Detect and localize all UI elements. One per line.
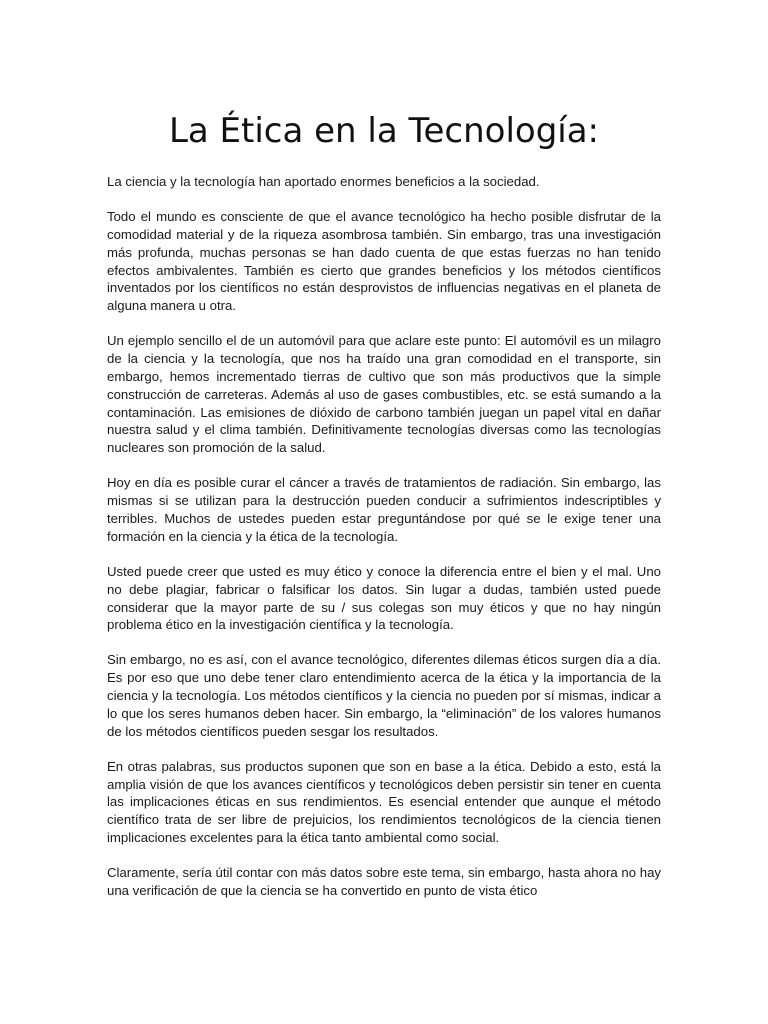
paragraph-8: Claramente, sería útil contar con más datos sobre este tema, sin embargo, hasta ahora no hay una verificación de que la ciencia se ha convertido en punto de vista ético bbox=[107, 865, 661, 899]
document-title: La Ética en la Tecnología: bbox=[168, 111, 600, 151]
paragraph-4: Hoy en día es posible curar el cáncer a través de tratamientos de radiación. Sin embargo, las mismas si se utilizan para la destrucción pueden conducir a sufrimientos indescriptibles y terribles. Muchos de ustedes pueden estar preguntándose por qué se le exige tener una formación en la ciencia y la ética de la tecnología. bbox=[107, 475, 661, 544]
paragraph-3: Un ejemplo sencillo el de un automóvil para que aclare este punto: El automóvil es un milagro de la ciencia y la tecnología, que nos ha traído una gran comodidad en el transporte, sin embargo, hemos incrementado tierras de cultivo que son más productivos que la simple construcción de carreteras. Además al uso de gases combustibles, etc. se está sumando a la contaminación. Las emisiones de dióxido de carbono también juegan un papel vital en dañar nuestra salud y el clima también. Definitivamente tecnologías diversas como las tecnologías nucleares son promoción de la salud. bbox=[107, 333, 661, 456]
paragraph-6: Sin embargo, no es así, con el avance tecnológico, diferentes dilemas éticos surgen día a día. Es por eso que uno debe tener claro entendimiento acerca de la ética y la importancia de la ciencia y la tecnología. Los métodos científicos y la ciencia no pueden por sí mismas, indicar a lo que los seres humanos deben hacer. Sin embargo, la “eliminación” de los valores humanos de los métodos científicos pueden sesgar los resultados. bbox=[107, 652, 661, 739]
document-body bbox=[107, 173, 661, 917]
paragraph-1: La ciencia y la tecnología han aportado enormes beneficios a la sociedad. bbox=[107, 174, 540, 189]
paragraph-2: Todo el mundo es consciente de que el avance tecnológico ha hecho posible disfrutar de la comodidad material y de la riqueza asombrosa también. Sin embargo, tras una investigación más profunda, muchas personas se han dado cuenta de que estas fuerzas no han tenido efectos ambivalentes. También es cierto que grandes beneficios y los métodos científicos inventados por los científicos no están desprovistos de influencias negativas en el planeta de alguna manera u otra. bbox=[107, 209, 661, 314]
paragraph-5: Usted puede creer que usted es muy ético y conoce la diferencia entre el bien y el mal. Uno no debe plagiar, fabricar o falsificar los datos. Sin lugar a dudas, también usted puede considerar que la mayor parte de su / sus colegas son muy éticos y que no hay ningún problema ético en la investigación científica y la tecnología. bbox=[107, 563, 661, 633]
paragraph-7: En otras palabras, sus productos suponen que son en base a la ética. Debido a esto, está la amplia visión de que los avances científicos y tecnológicos deben persistir sin tener en cuenta las implicaciones éticas en sus rendimientos. Es esencial entender que aunque el método científico trata de ser libre de prejuicios, los rendimientos tecnológicos de la ciencia tienen implicaciones excelentes para la ética tanto ambiental como social. bbox=[107, 758, 661, 846]
